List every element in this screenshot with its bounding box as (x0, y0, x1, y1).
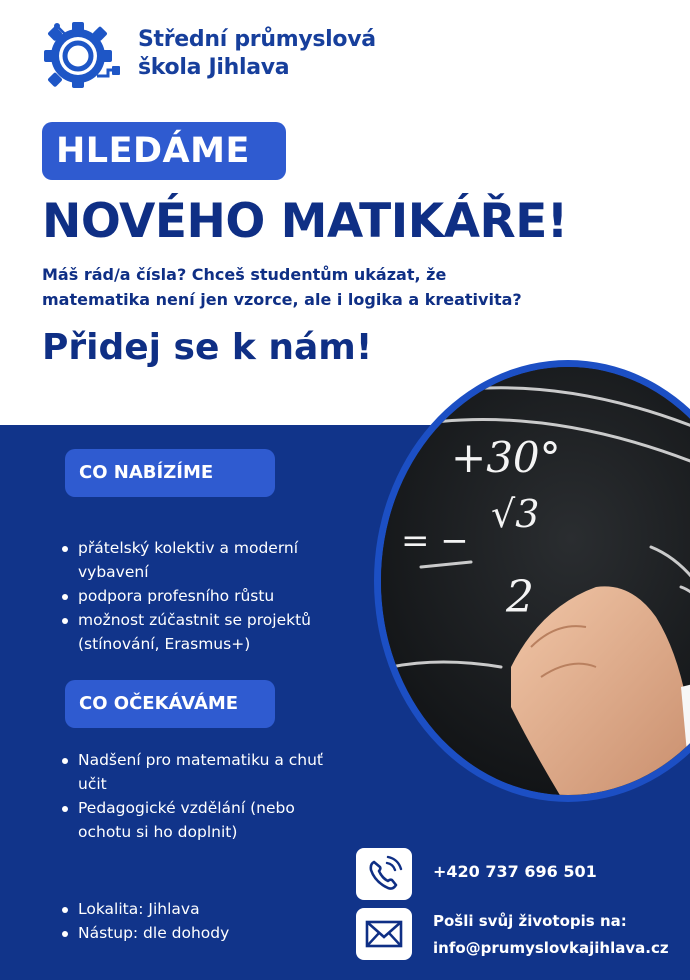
offer-list (62, 536, 352, 656)
chalk-text-4: 2 (506, 572, 534, 623)
chalk-text-2: √3 (491, 492, 540, 536)
email-link[interactable]: info@prumyslovkajihlava.cz (433, 939, 669, 957)
expect-list (62, 748, 352, 844)
list-item: Nástup: dle dohody (62, 921, 322, 945)
subtitle (42, 262, 602, 312)
hledame-text: HLEDÁME (56, 131, 250, 171)
mail-label: Pošli svůj životopis na: (433, 912, 627, 930)
school-name-line1: Střední průmyslová (138, 27, 376, 52)
list-item: Pedagogické vzdělání (nebo ochotu si ho doplnit) (62, 796, 352, 844)
info-list (62, 897, 322, 945)
gear-plug-logo-icon (42, 18, 122, 90)
list-item: Nadšení pro matematiku a chuť učit (62, 748, 352, 796)
offer-heading-text: CO NABÍZÍME (79, 462, 214, 483)
list-item: přátelský kolektiv a moderní vybavení (62, 536, 352, 584)
contact-phone[interactable]: +420 737 696 501 (433, 862, 597, 881)
call-to-action: Přidej se k nám! (42, 327, 373, 368)
page-title: NOVÉHO MATIKÁŘE! (42, 194, 568, 249)
envelope-icon[interactable] (356, 908, 412, 960)
school-name-line2: škola Jihlava (138, 55, 290, 80)
list-item: podpora profesního růstu (62, 584, 352, 608)
chalk-text-1: +30° (451, 433, 561, 482)
subtitle-line2: matematika není jen vzorce, ale i logika a kreativita? (42, 290, 522, 309)
section-heading-expect (65, 680, 275, 728)
phone-icon[interactable] (356, 848, 412, 900)
contact-mail (433, 908, 669, 962)
hledame-badge (42, 122, 286, 180)
school-name (138, 26, 376, 82)
subtitle-line1: Máš rád/a čísla? Chceš studentům ukázat, že (42, 265, 447, 284)
expect-heading-text: CO OČEKÁVÁME (79, 693, 239, 714)
section-heading-offer (65, 449, 275, 497)
list-item: možnost zúčastnit se projektů (stínování, Erasmus+) (62, 608, 352, 656)
chalk-text-3: = − (401, 521, 469, 561)
list-item: Lokalita: Jihlava (62, 897, 322, 921)
